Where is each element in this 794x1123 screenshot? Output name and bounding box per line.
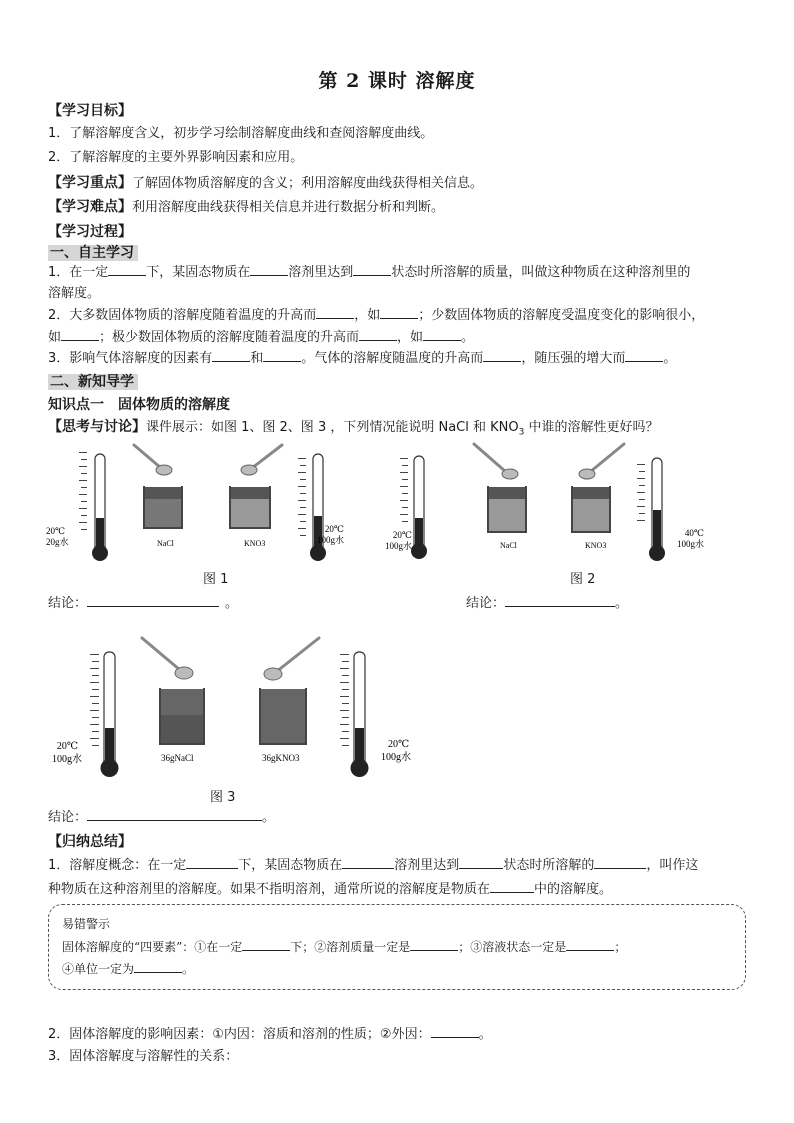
question-1-cont: 溶解度。: [48, 286, 101, 301]
fig1-left-temp: 20℃: [46, 526, 66, 536]
discussion-line: 【思考与讨论】课件展示：如图 1、图 2、图 3 ，下列情况能说明 NaCl 和 $KNO_3$ 中谁的溶解性更好吗？: [48, 419, 659, 438]
beaker-nacl: [160, 688, 204, 744]
key-text: 了解固体物质溶解度的含义；利用溶解度曲线获得相关信息。: [132, 176, 484, 191]
figure-2: [384, 440, 712, 570]
goals-heading: 【学习目标】: [48, 103, 132, 119]
beaker-kno3: [260, 688, 306, 744]
fig2-right-temp: 40℃: [684, 528, 704, 538]
difficulty-heading: 【学习难点】: [48, 199, 132, 215]
thermometer-right: [340, 652, 369, 777]
spoon-2: [579, 444, 624, 479]
conclusion-2: 结论： 。: [466, 593, 628, 614]
fig1-beaker2-label: KNO3: [244, 539, 266, 548]
figure-1-caption: 图 1: [203, 572, 229, 587]
fig3-right-water: 100g水: [381, 752, 411, 763]
difficulty-text: 利用溶解度曲线获得相关信息并进行数据分析和判断。: [132, 200, 445, 215]
key-point-line: [48, 173, 483, 194]
summary-1: 1．溶解度概念：在一定 下，某固态物质在 溶剂里达到 状态时所溶解的 ，叫作这: [48, 855, 698, 876]
goal-line-2: 2．了解溶解度的主要外界影响因素和应用。: [48, 150, 304, 165]
spoon-2: [241, 445, 282, 475]
thermometer-left: [79, 452, 108, 561]
process-heading: 【学习过程】: [48, 224, 132, 240]
knowledge-point-1: 知识点一 固体物质的溶解度: [48, 397, 230, 413]
thermometer-left: [90, 652, 119, 777]
question-1: 1．在一定 下，某固态物质在 溶剂里达到 状态时所溶解的质量，叫做这种物质在这种溶剂里的: [48, 262, 690, 283]
spoon-1: [142, 638, 193, 679]
thermometer-right: [637, 458, 665, 561]
beaker-kno3: [230, 486, 270, 528]
warning-line-1: 固体溶解度的“四要素”：①在一定 下；②溶剂质量一定是 ；③溶液状态一定是 ；: [62, 937, 626, 955]
figure-1: [44, 440, 344, 570]
fig2-beaker1-label: NaCl: [500, 541, 517, 550]
summary-heading: 【归纳总结】: [48, 834, 132, 850]
fig2-left-water: 100g水: [384, 541, 412, 551]
fig2-beaker2-label: KNO3: [585, 541, 607, 550]
conclusion-3: 结论： 。: [48, 807, 275, 828]
warning-heading: 易错警示: [62, 917, 111, 931]
fig1-beaker1-label: NaCl: [157, 539, 174, 548]
key-heading: 【学习重点】: [48, 175, 132, 191]
question-2-cont: 如 ；极少数固体物质的溶解度随着温度的升高而 ，如 。: [48, 327, 474, 348]
fig2-right-water: 100g水: [676, 539, 704, 549]
fig3-beaker2-label: 36gKNO3: [262, 753, 300, 763]
difficulty-line: [48, 197, 444, 218]
beaker-kno3: [572, 486, 610, 532]
question-2: 2．大多数固体物质的溶解度随着温度的升高而 ，如 ；少数固体物质的溶解度受温度变化的影响很小，: [48, 305, 704, 326]
beaker-nacl: [488, 486, 526, 532]
warning-line-2: ④单位一定为 。: [62, 959, 194, 977]
summary-3: 3．固体溶解度与溶解性的关系：: [48, 1049, 239, 1064]
spoon-1: [134, 445, 172, 475]
goal-line-1: 1．了解溶解度含义，初步学习绘制溶解度曲线和查阅溶解度曲线。: [48, 126, 434, 141]
summary-1-cont: 种物质在这种溶剂里的溶解度。如果不指明溶剂，通常所说的溶解度是物质在 中的溶解度。: [48, 879, 612, 900]
question-3: 3．影响气体溶解度的因素有 和 。气体的溶解度随温度的升高而 ，随压强的增大而 。: [48, 348, 676, 369]
fig2-left-temp: 20℃: [392, 530, 412, 540]
section-1-heading: 一、自主学习: [48, 242, 138, 262]
page-title: 第 2 课时 溶解度: [318, 70, 476, 92]
fig3-left-temp: 20℃: [56, 741, 78, 752]
spoon-2: [264, 638, 319, 680]
fig1-right-water: 100g水: [316, 535, 344, 545]
spoon-1: [474, 444, 518, 479]
conclusion-1: 结论： 。: [48, 593, 238, 614]
figure-2-caption: 图 2: [570, 572, 596, 587]
beaker-nacl: [144, 486, 182, 528]
fig3-beaker1-label: 36gNaCl: [161, 753, 194, 763]
figure-3: [44, 632, 424, 782]
fig1-left-water: 20g水: [46, 537, 69, 547]
fig3-left-water: 100g水: [52, 754, 82, 765]
summary-2: 2．固体溶解度的影响因素：①内因：溶质和溶剂的性质；②外因： 。: [48, 1024, 492, 1045]
figure-3-caption: 图 3: [210, 790, 236, 805]
fig3-right-temp: 20℃: [388, 739, 410, 750]
section-2-heading: 二、新知导学: [48, 371, 138, 391]
fig1-right-temp: 20℃: [324, 524, 344, 534]
